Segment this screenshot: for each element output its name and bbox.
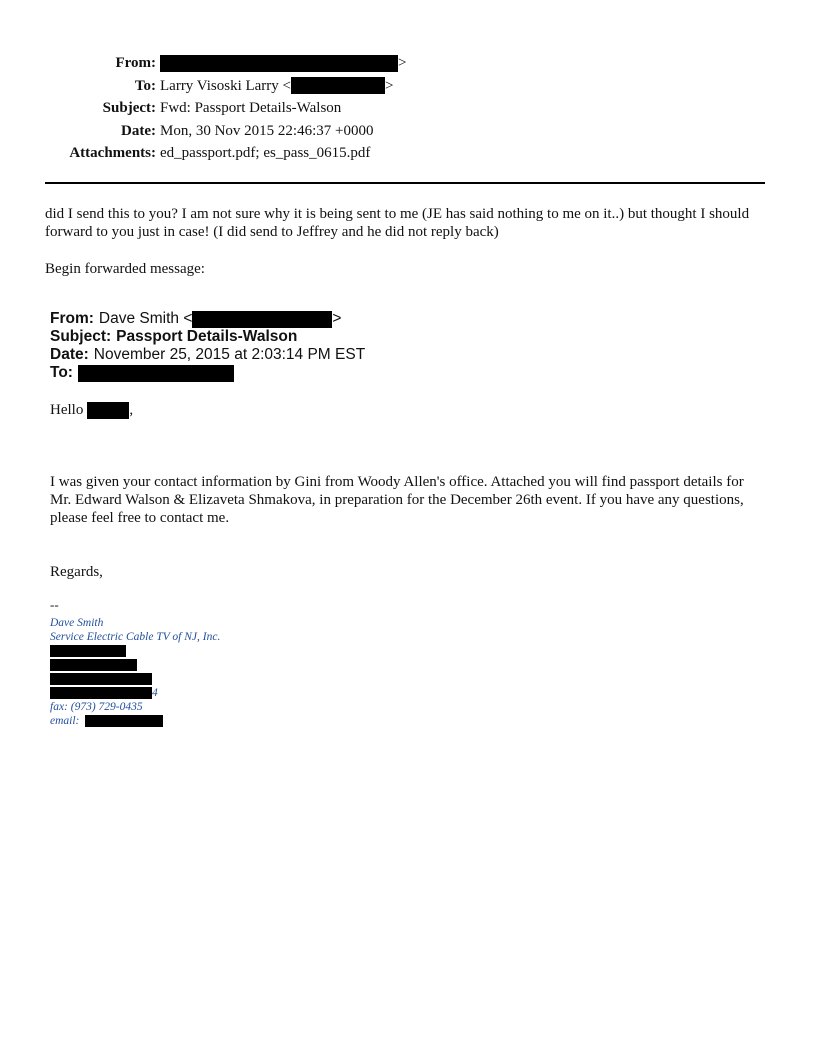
header-subject-row (0, 97, 760, 120)
redaction-block (50, 687, 152, 699)
signature-redacted-line (50, 644, 220, 658)
signature-redacted-line (50, 672, 220, 686)
signature-fax: fax: (973) 729-0435 (50, 701, 143, 713)
header-date-row (0, 120, 760, 143)
to-suffix: > (385, 77, 394, 94)
redaction-block (87, 402, 129, 419)
header-to-row (0, 75, 760, 98)
forwarded-date-value: November 25, 2015 at 2:03:14 PM EST (93, 346, 366, 363)
signature-name: Dave Smith (50, 617, 104, 629)
forwarded-subject-value: Passport Details-Walson (116, 328, 298, 345)
signature-dashes: -- (50, 597, 59, 612)
subject-label: Subject: (102, 100, 156, 116)
header-from-row (0, 52, 760, 75)
redaction-block (291, 77, 385, 94)
greeting-text: Hello (50, 402, 84, 418)
redaction-block (85, 715, 163, 727)
signature-email-line (50, 714, 220, 728)
date-value: Mon, 30 Nov 2015 22:46:37 +0000 (160, 122, 374, 139)
attachments-value: ed_passport.pdf; es_pass_0615.pdf (160, 145, 371, 161)
signature-phone-line (50, 686, 220, 700)
signature-block (50, 616, 220, 728)
forwarded-subject-row (50, 328, 365, 346)
redaction-block (192, 311, 332, 328)
signature-redacted-line (50, 658, 220, 672)
date-label: Date: (121, 122, 156, 139)
forwarded-from-label: From: (50, 310, 94, 327)
signature-email-label: email: (50, 715, 80, 727)
forwarded-to-label: To: (50, 364, 73, 381)
redaction-block (50, 645, 126, 657)
header-attachments-row (0, 142, 760, 165)
attachments-label: Attachments: (69, 145, 156, 161)
redaction-block (50, 659, 137, 671)
signature-company: Service Electric Cable TV of NJ, Inc. (50, 631, 221, 643)
header-divider (45, 182, 765, 184)
email-header (0, 52, 760, 165)
forwarded-header (50, 310, 365, 382)
to-label: To: (134, 77, 156, 94)
message-paragraph: I was given your contact information by Gini from Woody Allen's office. Attached you will find passport details for Mr. Edward Walson & Elizaveta Shmakova, in preparation for the December 26th event. If you have any questions, please feel free to contact me. (50, 474, 744, 526)
intro-paragraph: did I send this to you? I am not sure why it is being sent to me (JE has said nothing to me on it..) but thought I should forward to you just in case! (I did send to Jeffrey and he did not reply back) (45, 206, 750, 240)
forwarded-to-row (50, 364, 365, 382)
from-label: From: (115, 55, 156, 71)
forwarded-from-row (50, 310, 365, 328)
signature-phone-suffix: 4 (152, 687, 158, 699)
forward-note: Begin forwarded message: (45, 261, 205, 277)
subject-value: Fwd: Passport Details-Walson (160, 100, 342, 116)
redaction-block (78, 365, 234, 382)
from-suffix: > (398, 55, 407, 71)
forwarded-date-row (50, 346, 365, 364)
to-value (160, 75, 393, 98)
forwarded-subject-label: Subject: (50, 328, 112, 345)
redaction-block (50, 673, 152, 685)
from-value (160, 52, 406, 75)
greeting-suffix: , (129, 402, 134, 418)
forwarded-date-label: Date: (50, 346, 89, 363)
closing-text: Regards, (50, 564, 103, 580)
redaction-block (160, 55, 398, 72)
forwarded-from-value: Dave Smith < (98, 310, 193, 327)
greeting-line (50, 401, 765, 419)
to-recipient: Larry Visoski Larry < (160, 77, 292, 94)
forwarded-from-suffix: > (332, 310, 342, 327)
